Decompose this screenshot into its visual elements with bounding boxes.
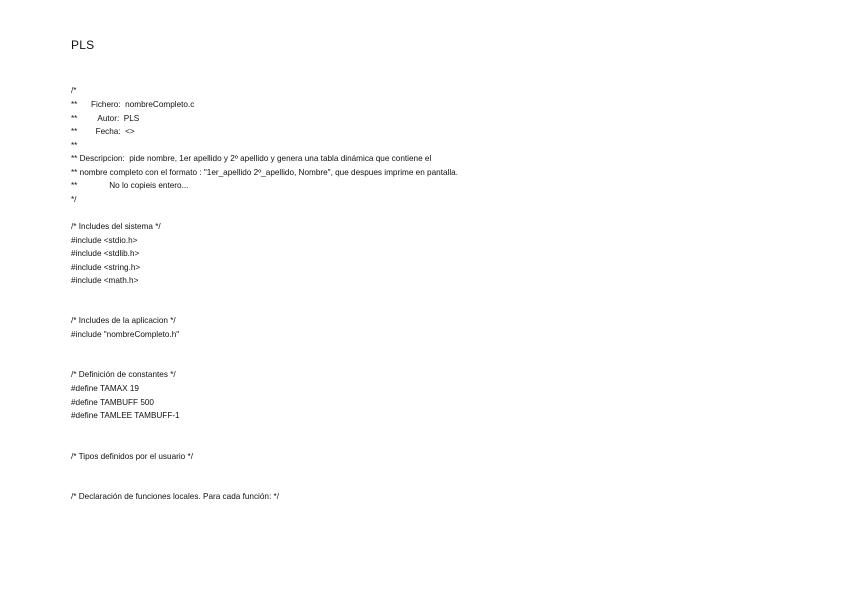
code-line: ** Descripcion: pide nombre, 1er apellido y 2º apellido y genera una tabla dinámica que contiene el: [71, 154, 432, 163]
code-line: /*: [71, 86, 77, 95]
code-line: ** Fecha: <>: [71, 127, 135, 136]
document-header: PLS: [71, 38, 95, 52]
code-line: **: [71, 141, 78, 150]
code-line: #define TAMBUFF 500: [71, 398, 154, 407]
code-line: #include <string.h>: [71, 263, 141, 272]
code-line: ** nombre completo con el formato : "1er_apellido 2º_apellido, Nombre", que despues imprime en pantalla.: [71, 168, 459, 177]
code-line: /* Definición de constantes */: [71, 370, 176, 379]
code-line: #define TAMAX 19: [71, 384, 139, 393]
code-line: #include <stdlib.h>: [71, 249, 140, 258]
code-line: */: [71, 195, 77, 204]
code-line: ** Fichero: nombreCompleto.c: [71, 100, 195, 109]
code-line: #include <stdio.h>: [71, 236, 138, 245]
code-line: /* Tipos definidos por el usuario */: [71, 452, 193, 461]
code-line: ** Autor: PLS: [71, 114, 140, 123]
code-line: #include <math.h>: [71, 276, 139, 285]
code-line: #include "nombreCompleto.h": [71, 330, 180, 339]
code-line: /* Includes de la aplicacion */: [71, 316, 176, 325]
code-line: /* Includes del sistema */: [71, 222, 161, 231]
code-line: ** No lo copieis entero...: [71, 181, 189, 190]
code-line: /* Declaración de funciones locales. Para cada función: */: [71, 492, 279, 501]
code-line: #define TAMLEE TAMBUFF-1: [71, 411, 180, 420]
